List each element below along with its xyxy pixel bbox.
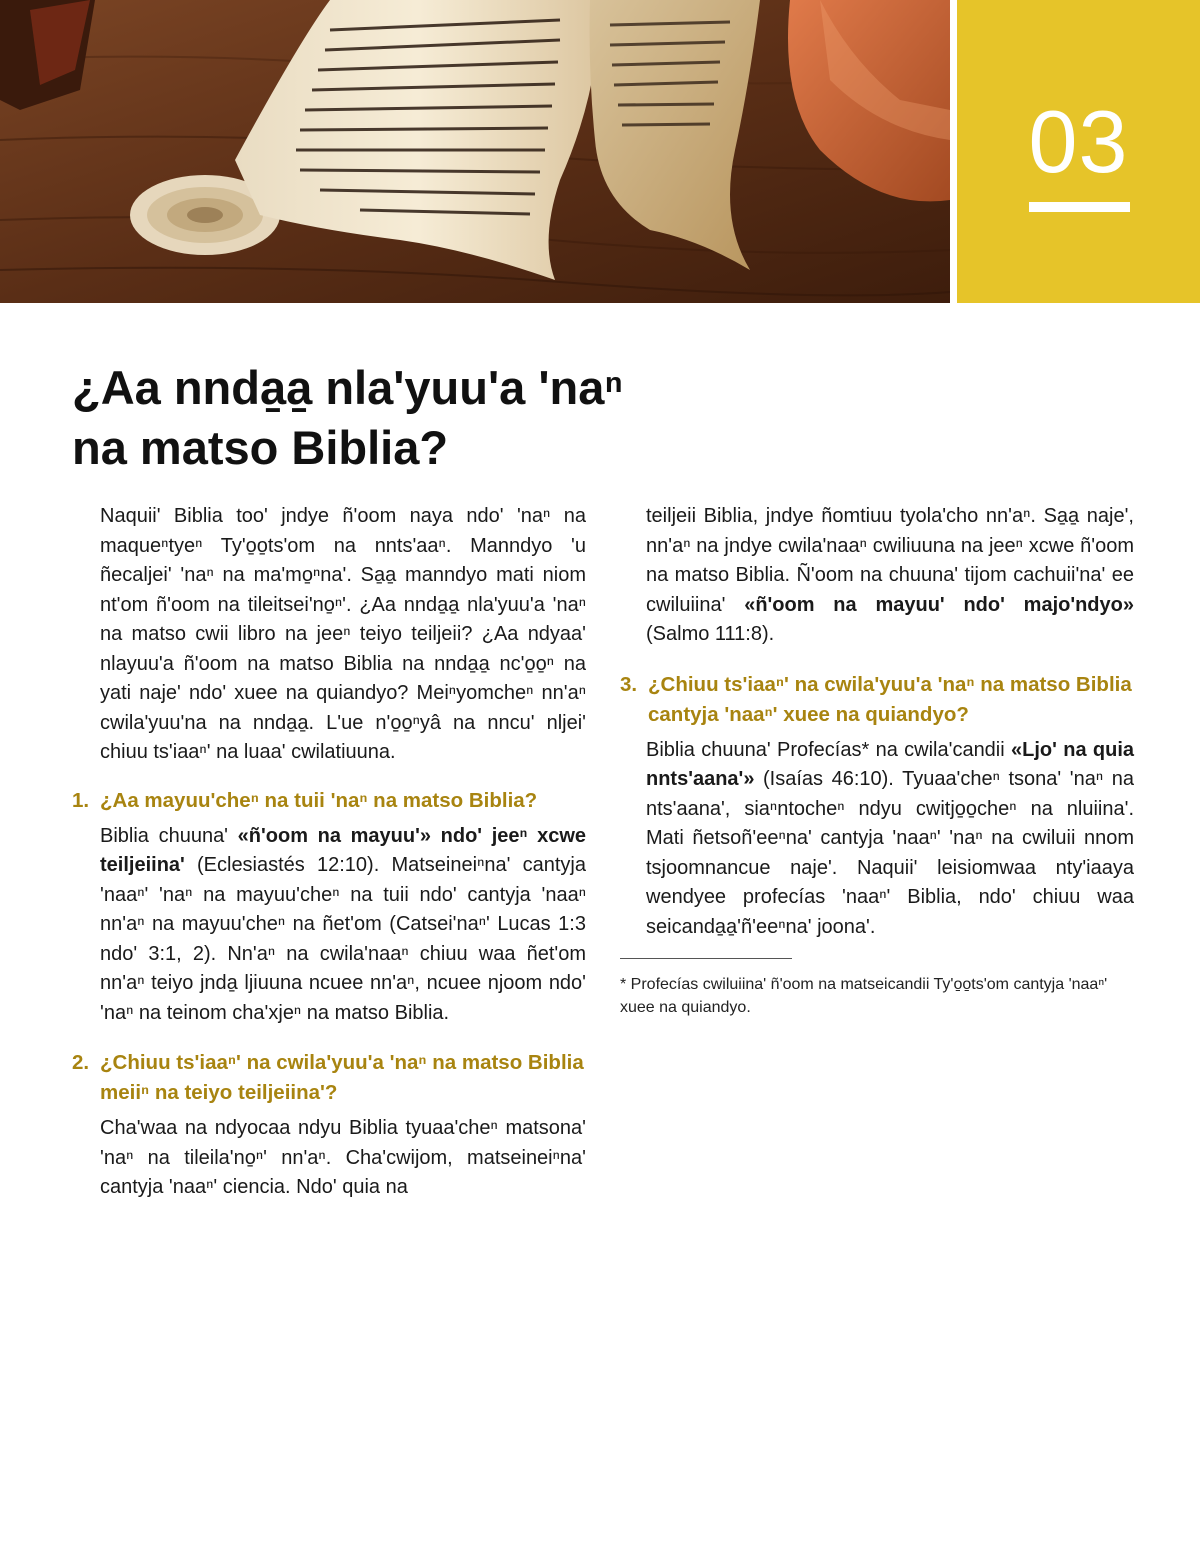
question-3-text: ¿Chiuu ts'iaaⁿ' na cwila'yuu'a 'naⁿ na matso Biblia cantyja 'naaⁿ' xuee na quiandyo? — [648, 672, 1132, 726]
page-title-line-1: ¿Aa nnda̱a̱ nla'yuu'a 'naⁿ — [72, 361, 623, 414]
answer-1-bold-quote: «ñ'oom na mayuu'» ndo' jeeⁿ xcwe teiljeiina' — [100, 824, 586, 876]
intro-paragraph: Naquii' Biblia too' jndye ñ'oom naya ndo' 'naⁿ na maqueⁿtyeⁿ Ty'o̱o̱ts'om na nnts'aaⁿ. Manndyo 'u ñecaljei' 'naⁿ na ma'mo̱ⁿna'. Sa̱a̱ manndyo mati niom nt'om ñ'oom na tileitsei'no̱ⁿ'. ¿Aa nnda̱a̱ nla'yuu'a 'naⁿ na matso cwii libro na jeeⁿ teiyo teiljeii? ¿Aa ndyaa' nlayuu'a ñ'oom na matso Biblia na nnda̱a̱ nc'o̱o̱ⁿ na yati naje' ndo' xuee na quiandyo? Meiⁿyomcheⁿ nn'aⁿ cwila'yuu'na na nnda̱a̱. L'ue n'o̱o̱ⁿyâ na nncu' nljei' chiuu ts'iaaⁿ' na luaa' cwilatiuuna. — [100, 505, 586, 763]
answer-1-text-end: (Eclesiastés 12:10). Matseineiⁿna' cantyja 'naaⁿ' 'naⁿ na mayuu'cheⁿ na tuii ndo' cantyja 'naaⁿ nn'aⁿ na mayuu'cheⁿ na ñet'om (Catsei'naⁿ' Lucas 1:3 ndo' 3:1, 2). Nn'aⁿ na cwila'naaⁿ chiuu waa ñet'om nn'aⁿ teiyo jnda̱ ljiuuna ncuee nn'aⁿ, ncuee njoom ndo' 'naⁿ na teinom cha'xjeⁿ na matso Biblia. — [100, 854, 586, 1024]
footnote: * Profecías cwiluiina' ñ'oom na matseicandii Ty'o̱o̱ts'om cantyja 'naaⁿ' xuee na quiandyo. — [620, 976, 1108, 1016]
page-title-line-2: na matso Biblia? — [72, 421, 449, 474]
footnote-divider — [620, 958, 792, 959]
question-1-number: 1. — [72, 788, 90, 812]
answer-2-bold-quote: «ñ'oom na mayuu' ndo' majo'ndyo» — [744, 593, 1134, 616]
question-2-number: 2. — [72, 1051, 90, 1074]
chapter-underline — [1029, 202, 1130, 212]
answer-1 — [72, 822, 586, 1029]
answer-1-text: Biblia chuuna' — [100, 824, 238, 847]
answer-2-text: Cha'waa na ndyocaa ndyu Biblia tyuaa'cheⁿ matsona' 'naⁿ na tileila'no̱ⁿ' nn'aⁿ. Cha'cwijom, matseineiⁿna' cantyja 'naaⁿ' ciencia. Ndo' quia na — [100, 1117, 586, 1198]
answer-2-text-end: (Salmo 111:8). — [646, 623, 775, 645]
question-1-text: ¿Aa mayuu'cheⁿ na tuii 'naⁿ na matso Biblia? — [100, 788, 538, 812]
scrolls-illustration — [0, 0, 950, 303]
answer-3-text: Biblia chuuna' Profecías* na cwila'candii — [646, 738, 1012, 761]
question-3 — [620, 670, 1134, 730]
question-2-text: ¿Chiuu ts'iaaⁿ' na cwila'yuu'a 'naⁿ na matso Biblia meiiⁿ na teiyo teiljeiina'? — [100, 1051, 584, 1104]
answer-3-bold-quote: «Ljo' na quia nnts'aana'» — [646, 738, 1135, 790]
answer-3-text-end: (Isaías 46:10). Tyuaa'cheⁿ tsona' 'naⁿ na nts'aana', siaⁿntocheⁿ ndyu cwitjo̱o̱cheⁿ na nluiina'. Mati ñetsoñ'eeⁿna' cantyja 'naaⁿ' 'naⁿ na cwiluii nnom tsjoomnancue naje'. Naquii' leisiomwaa nty'iaaya wendyee profecías 'naaⁿ' Biblia, ndo' chiuu waa seicanda̱a̱'ñ'eeⁿna' joona'. — [646, 768, 1134, 938]
question-2 — [72, 1048, 586, 1108]
chapter-badge — [957, 0, 1200, 303]
answer-2-text-continued: teiljeii Biblia, jndye ñomtiuu tyola'cho nn'aⁿ. Sa̱a̱ naje', nn'aⁿ na jndye cwila'naaⁿ cwiliuuna na jeeⁿ xcwe ñ'oom na matso Biblia. Ñ'oom na chuuna' tijom cachuii'na' ee cwiluiina' — [646, 505, 1134, 616]
answer-3 — [620, 736, 1134, 943]
question-3-number: 3. — [620, 672, 638, 696]
page-title — [72, 358, 892, 478]
right-column — [620, 502, 1134, 1019]
question-1 — [72, 786, 586, 816]
header-photo — [0, 0, 950, 303]
chapter-number: 03 — [1028, 92, 1129, 191]
answer-2 — [72, 1114, 586, 1203]
answer-2-continued — [620, 502, 1134, 650]
left-column — [72, 502, 586, 1203]
